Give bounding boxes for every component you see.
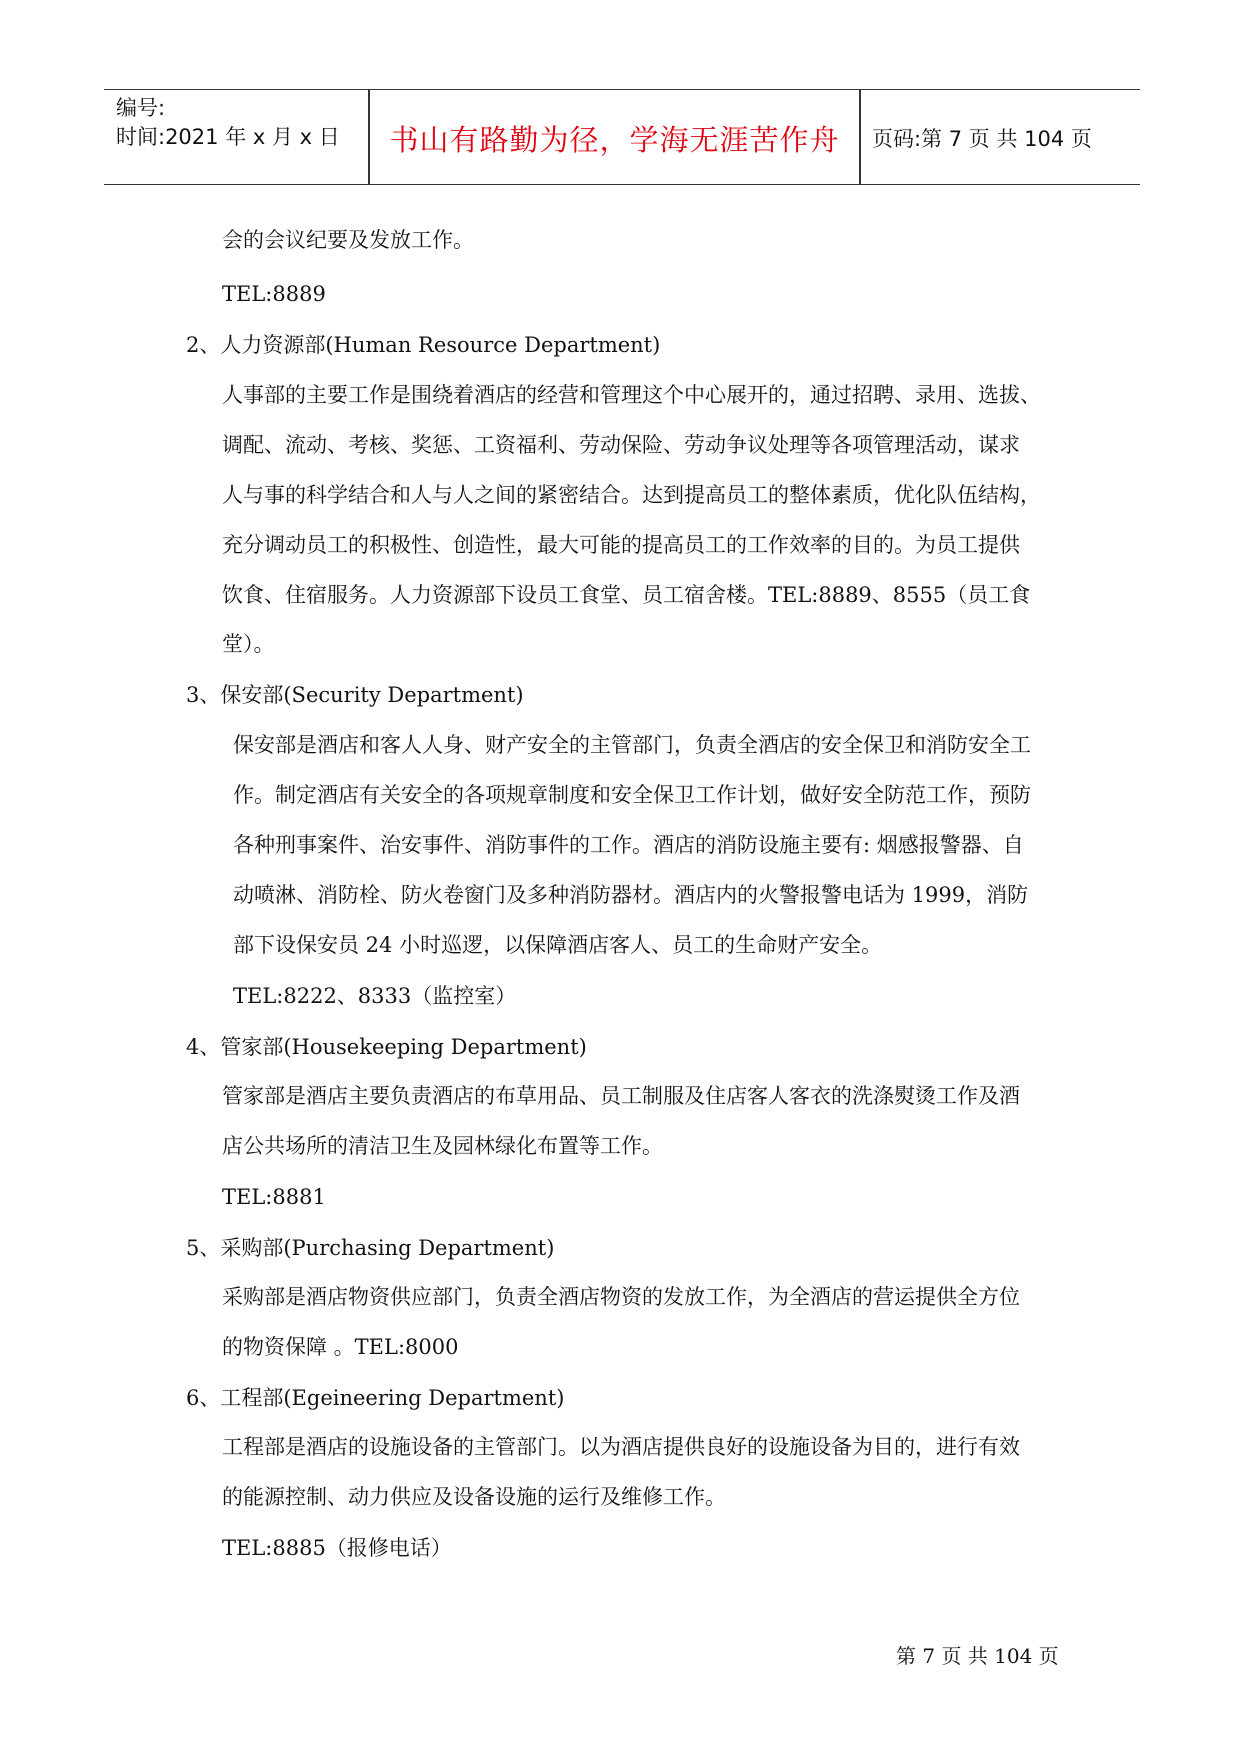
tel-line: TEL:8889 [222,282,326,306]
body-line: 充分调动员工的积极性、创造性，最大可能的提高员工的工作效率的目的。为员工提供 [222,533,1020,557]
body-line: 调配、流动、考核、奖惩、工资福利、劳动保险、劳动争议处理等各项管理活动，谋求 [222,433,1020,457]
body-line: 饮食、住宿服务。人力资源部下设员工食堂、员工宿舍楼。TEL:8889、8555（员工食 [222,583,1031,607]
body-line: 的能源控制、动力供应及设备设施的运行及维修工作。 [222,1485,726,1509]
page-header [104,89,1140,185]
header-divider [859,90,861,184]
tel-line: TEL:8881 [222,1185,326,1209]
doc-time-label: 时间:2021 年 x 月 x 日 [116,125,340,149]
body-line: 会的会议纪要及发放工作。 [222,228,474,252]
body-line: 店公共场所的清洁卫生及园林绿化布置等工作。 [222,1134,663,1158]
body-line: 工程部是酒店的设施设备的主管部门。以为酒店提供良好的设施设备为目的，进行有效 [222,1435,1020,1459]
section-heading-hr: 2、人力资源部(Human Resource Department) [186,333,661,357]
page-footer: 第 7 页 共 104 页 [896,1644,1059,1668]
body-line: 堂）。 [222,632,275,656]
body-line: 动喷淋、消防栓、防火卷窗门及多种消防器材。酒店内的火警报警电话为 1999，消防 [233,883,1029,907]
body-line: 人与事的科学结合和人与人之间的紧密结合。达到提高员工的整体素质，优化队伍结构， [222,483,1041,507]
section-heading-engineering: 6、工程部(Egeineering Department) [186,1386,565,1410]
section-heading-housekeeping: 4、管家部(Housekeeping Department) [186,1035,587,1059]
header-motto: 书山有路勤为径，学海无涯苦作舟 [389,123,840,157]
section-heading-purchasing: 5、采购部(Purchasing Department) [186,1236,555,1260]
section-heading-security: 3、保安部(Security Department) [186,683,524,707]
body-line: 保安部是酒店和客人人身、财产安全的主管部门，负责全酒店的安全保卫和消防安全工 [233,733,1031,757]
doc-number-label: 编号: [116,96,166,120]
body-line: 部下设保安员 24 小时巡逻，以保障酒店客人、员工的生命财产安全。 [233,933,883,957]
body-line: 采购部是酒店物资供应部门，负责全酒店物资的发放工作，为全酒店的营运提供全方位 [222,1285,1020,1309]
tel-line: TEL:8885（报修电话） [222,1536,452,1560]
header-left [116,94,340,152]
body-line: 管家部是酒店主要负责酒店的布草用品、员工制服及住店客人客衣的洗涤熨烫工作及酒 [222,1084,1020,1108]
body-line: 各种刑事案件、治安事件、消防事件的工作。酒店的消防设施主要有: 烟感报警器、自 [233,833,1024,857]
body-line: 的物资保障 。TEL:8000 [222,1335,459,1359]
body-line: 人事部的主要工作是围绕着酒店的经营和管理这个中心展开的，通过招聘、录用、选拔、 [222,383,1041,407]
body-line: 作。制定酒店有关安全的各项规章制度和安全保卫工作计划，做好安全防范工作，预防 [233,783,1031,807]
tel-line: TEL:8222、8333（监控室） [233,984,517,1008]
header-page-number: 页码:第 7 页 共 104 页 [872,127,1092,151]
